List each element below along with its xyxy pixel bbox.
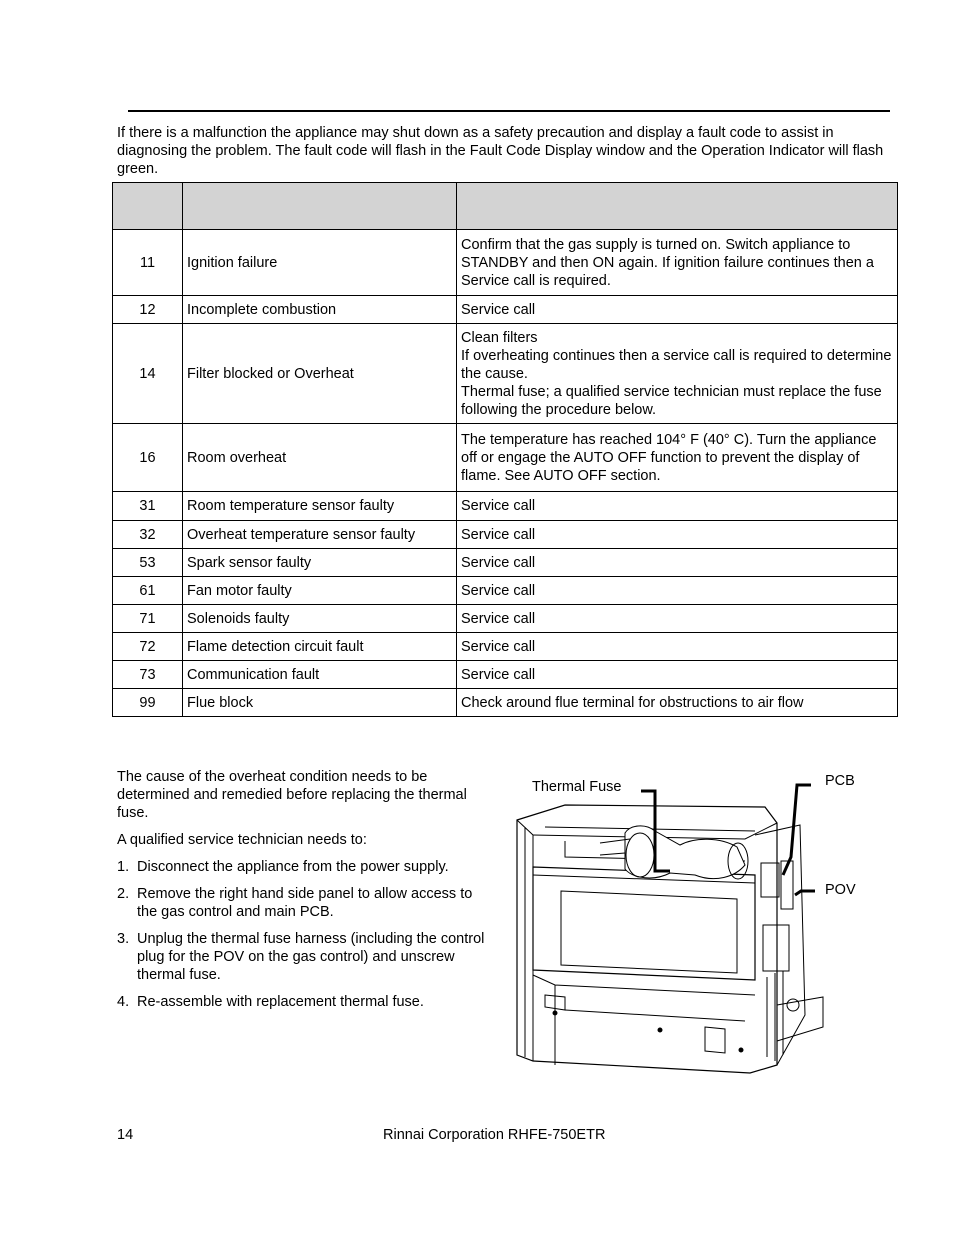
table-row: [113, 230, 898, 296]
fault-code: 12: [113, 296, 183, 324]
step-text: Re-assemble with replacement thermal fuse.: [137, 994, 424, 1010]
fault-remedy: Service call: [457, 549, 898, 577]
table-row: [113, 689, 898, 717]
remedy-line: If overheating continues then a service call is required to determine the cause.: [461, 347, 892, 382]
step-number: 4.: [117, 994, 130, 1010]
fault-description: Spark sensor faulty: [183, 549, 457, 577]
step-item: [117, 930, 493, 984]
fault-code: 99: [113, 689, 183, 717]
table-row: [113, 492, 898, 521]
step-item: [117, 858, 493, 876]
step-number: 3.: [117, 931, 130, 947]
overheat-cause-paragraph: The cause of the overheat condition needs to be determined and remedied before replacing the thermal fuse.: [117, 769, 467, 821]
fault-code: 14: [113, 324, 183, 424]
fault-remedy: The temperature has reached 104° F (40° C). Turn the appliance off or engage the AUTO OFF function to prevent the display of flame. See AUTO OFF section.: [457, 424, 898, 492]
thermal-fuse-label: Thermal Fuse: [532, 779, 622, 795]
table-row: [113, 424, 898, 492]
technician-intro: A qualified service technician needs to:: [117, 832, 367, 848]
remedy-line: Thermal fuse; a qualified service technician must replace the fuse following the procedure below.: [461, 383, 882, 418]
step-number: 2.: [117, 886, 130, 902]
table-row: [113, 661, 898, 689]
fault-remedy: Service call: [457, 577, 898, 605]
table-row: [113, 296, 898, 324]
fault-description: Fan motor faulty: [183, 577, 457, 605]
fault-code: 11: [113, 230, 183, 296]
step-text: Remove the right hand side panel to allow access to the gas control and main PCB.: [137, 886, 473, 920]
fault-remedy: Check around flue terminal for obstructions to air flow: [457, 689, 898, 717]
fault-code: 61: [113, 577, 183, 605]
pcb-label: PCB: [825, 773, 855, 789]
fault-code: 71: [113, 605, 183, 633]
table-row: [113, 605, 898, 633]
step-item: [117, 993, 493, 1011]
step-text: Disconnect the appliance from the power supply.: [137, 859, 449, 875]
fault-description: Room overheat: [183, 424, 457, 492]
table-row: [113, 633, 898, 661]
fault-remedy: Service call: [457, 492, 898, 521]
fault-code: 32: [113, 521, 183, 549]
fault-remedy: [457, 324, 898, 424]
fault-code: 31: [113, 492, 183, 521]
header-fault: [183, 183, 457, 230]
table-row: [113, 324, 898, 424]
fault-description: Flame detection circuit fault: [183, 633, 457, 661]
table-row: [113, 521, 898, 549]
fault-description: Room temperature sensor faulty: [183, 492, 457, 521]
fault-code: 16: [113, 424, 183, 492]
header-remedy: [457, 183, 898, 230]
fault-remedy: Service call: [457, 605, 898, 633]
fault-remedy: Service call: [457, 521, 898, 549]
thermal-fuse-instructions: [117, 768, 493, 1020]
pov-label: POV: [825, 882, 856, 898]
header-code: [113, 183, 183, 230]
fault-description: Solenoids faulty: [183, 605, 457, 633]
step-item: [117, 885, 493, 921]
fault-description: Filter blocked or Overheat: [183, 324, 457, 424]
fault-description: Ignition failure: [183, 230, 457, 296]
table-row: [113, 577, 898, 605]
fault-description: Communication fault: [183, 661, 457, 689]
fault-remedy: Service call: [457, 633, 898, 661]
step-text: Unplug the thermal fuse harness (including the control plug for the POV on the gas control) and unscrew thermal fuse.: [137, 931, 485, 983]
fault-description: Incomplete combustion: [183, 296, 457, 324]
fault-code: 73: [113, 661, 183, 689]
table-header-row: [113, 183, 898, 230]
step-number: 1.: [117, 859, 130, 875]
section-divider: [128, 110, 890, 112]
remedy-line: Clean filters: [461, 329, 538, 346]
fault-remedy: Confirm that the gas supply is turned on. Switch appliance to STANDBY and then ON again. If ignition failure continues then a Service call is required.: [457, 230, 898, 296]
fault-remedy: Service call: [457, 296, 898, 324]
appliance-diagram: [505, 765, 905, 1080]
fault-remedy: Service call: [457, 661, 898, 689]
fault-description: Overheat temperature sensor faulty: [183, 521, 457, 549]
footer-title: Rinnai Corporation RHFE-750ETR: [383, 1127, 606, 1143]
fault-code: 53: [113, 549, 183, 577]
fault-description: Flue block: [183, 689, 457, 717]
appliance-drawing: [505, 765, 905, 1080]
intro-paragraph: If there is a malfunction the appliance may shut down as a safety precaution and display a fault code to assist in diagnosing the problem. The fault code will flash in the Fault Code Display window and the Operation Indicator will flash green.: [117, 125, 884, 177]
page-number: 14: [117, 1127, 134, 1143]
fault-code: 72: [113, 633, 183, 661]
replacement-steps: [117, 858, 493, 1011]
fault-code-table: [112, 182, 898, 717]
table-row: [113, 549, 898, 577]
